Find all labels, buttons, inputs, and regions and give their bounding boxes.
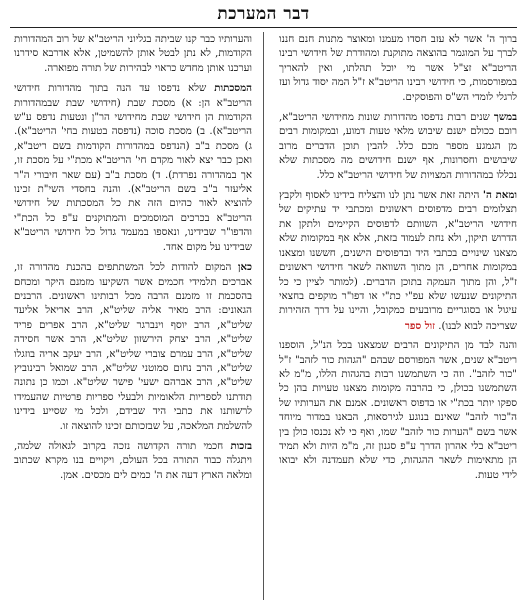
paragraph-lead: בזכות (230, 439, 252, 452)
paragraph (14, 81, 252, 255)
paragraph-lead: במשך (493, 111, 517, 124)
paragraph (14, 33, 252, 76)
paragraph-lead: המסכתות (214, 82, 252, 95)
zal-sefer-mark: זול ספר (404, 319, 435, 332)
right-column (279, 33, 517, 600)
column-divider (263, 32, 264, 600)
paragraph-lead: כאן (237, 261, 252, 274)
paragraph (14, 439, 252, 483)
paragraph-text: והנה לבד מן התיקונים הרבים שמצאנו בכל הנ"ל, הוספנו ריטב"א שנים, אשר המפורסם שבהם "הגהות כור לזהב" ז"ל "כור לזהב". וזה כי השתמשנו רבות בהגהות הללו, מ"מ לא השתמשנו בכולן, כי בהרבה מקומות מצאנו טעויות בהן כל ספקו יותר בכת"י או בדפוס ראשונים. אמנם את הערותיו של ה"כור לזהב" שאינם בנוגע לגירסאות, הבאנו במדור מיוחד אשר בשם "הערות כור לזהב" שמו, ואף כי לא נכנסו כולן בין ריטב"א בלי אהרון הדרך ע"פ סגנון זה, מ"מ היות ולא תמיד הן מתאימות לשאר ההגהות, כדי שלא תעמדנה ולא יבואו לידי טעות. (279, 340, 517, 481)
left-column (14, 33, 252, 600)
page-title: דבר המערכת (217, 4, 310, 24)
paragraph-text: שנים רבות נדפסו מהדורות שונות מחידושי הריטב"א, רובם ככולם ישנם שיבוש מלאי טעות דמוע, ובמקומות רבים מן הגמגע מספר מכם כלל. להבין תוכן הדברים מרוב שיבושים וחסרונות, אף ישנם חידושים מה מסכתות שלא נכללו במהדורות המצויות של חידושי הריטב"א כלל. (279, 112, 517, 181)
paragraph-text: והערותיו כבר קנו שביתה בגליוני הריטב"א של רוב המהדורות הקודמות, לא נתן לבטל אותן להשמיטן, אלא אדרבא סידרנו וערכנו אותן מחדש כראוי לבהירות של תורה מפוארה. (14, 34, 252, 74)
paragraph-text: שלא נדפסו עד הנה בתוך מהדורות חידושי הריטב"א הן: א) מסכת שבת (חידושי שבת שבמהדורות הקודמות הן חידושי שבת מחידושי הר"ן ונטעות נדפס ע"ש הריטב"א). ב) מסכת סוכה (נדפסה בטעות בחי' הריטב"א). ג) מסכת ב"ב (הנדפס במהדורות הקודמות בשם ריטב"א, ואכן כבר יצא לאור מקדם חי' הריטב"א מכת"י על מסכת זו, אך במהדורה נפרדת). ד) מסכת ב"ב (עם שאר חיבורי ה"ר אליעזר ב"ב בשם הריטב"א). והנה בחסדי השי"ת זכינו להוציא לאור כהיום הזה את כל המסכתות של חידושי הריטב"א בכרכים המוסמכים והמתוקנים ע"פ כל הכת"י והדפו"ר שבידינו, ונאספו במעמד גדול כל חידושי הריטב"א שבידינו על מקום אחד. (14, 83, 252, 253)
paragraph-text: חכמי תורה הקדושה נזכה בקרוב לגאולה שלמה, ויתגלה כבוד התורה בכל העולם, ויקויים בנו מקרא שכתוב ומלאה הארץ דעה את ה' כמים לים מכסים. אמן. (14, 440, 252, 481)
paragraph-text: המקום להודות לכל המשתתפים בהכנת מהדורה זו, אברכים תלמידי חכמים אשר השקיעו מזמנם היקר ומכחם בהסכמת זו מזמנם הרבה מכל רבותינו ראשונים. הרבנים הגאונים: הרב מאיר אליה שליט"א, הרב אריאל אליעד שליט"א, הרב יוסף וינברגר שליט"א, הרב אפרים פריד שליט"א, הרב יצחק הירשזון שליט"א, הרב אשר חסידה שליט"א, הרב עמרם צוברי שליט"א, הרב יעקב אריה בוזגלו שליט"א, הרב נחום סמוטני שליט"א, הרב שמואל רבינוביץ שליט"א, הרב אברהם ישעי' פישר שליט"א. וכמו כן נתונה תודתנו לספריות הלאומיות ולבעלי ספריות פרטיות שהעמידו לרשותנו את כתבי היד שבידם, ולכל מי שסייע בידינו להשלמת המלאכה, על שבזכותם זכינו להוצאה זו. (14, 262, 252, 432)
paragraph-text: היתה זאת אשר נתן לנו והצליח בידינו לאסוף ולקבץ תצלומים רבים מדפוסים ראשונים ומכתבי יד עתיקים של חידושי הריטב"א, השוותם לדפוסים הקיימים ולתקן את הדרוש תיקון, ולא נחת לעמוד בזאת, אלא אף במקומות שלא מצאנו שינויים בכתבי היד ובדפוסים הישנים, חששנו ומצאנו במקומות אחרים, הן מתוך השוואה לשאר חידושי ראשונים ז"ל, והן מתוך העמקה בתוכן הדברים. (למותר לציין כי כל התיקונים שנעשו שלא עפ"י כת"י או דפו"ר מוקפים בחצאי עיגול או בסוגריים מרובעים כמקובל, והיינו על דרך הזהירות שצריכה לבוא לבנו). (279, 190, 517, 332)
paragraph (14, 260, 252, 434)
paragraph (279, 33, 517, 105)
title-rule (10, 27, 517, 28)
paragraph (279, 110, 517, 183)
paragraph (279, 188, 517, 334)
paragraph (279, 339, 517, 483)
paragraph-text: ברוך ה' אשר לא עזב חסדו מעמנו ומאוצר מתנות חנם חננו לברך על המוגמר בהוצאה מתוקנת ומהודרת של חידושי רבינו הריטב"א זצ"ל אשר מי יוכל תהלתו, ואין להאריך במפורסמות, כי חידושי רבינו הריטב"א ז"ל המה יסוד גדול ועז לרגלי לומדי הש"ס והפוסקים. (279, 34, 517, 103)
paragraph-lead: ומאת ה' (482, 189, 517, 202)
